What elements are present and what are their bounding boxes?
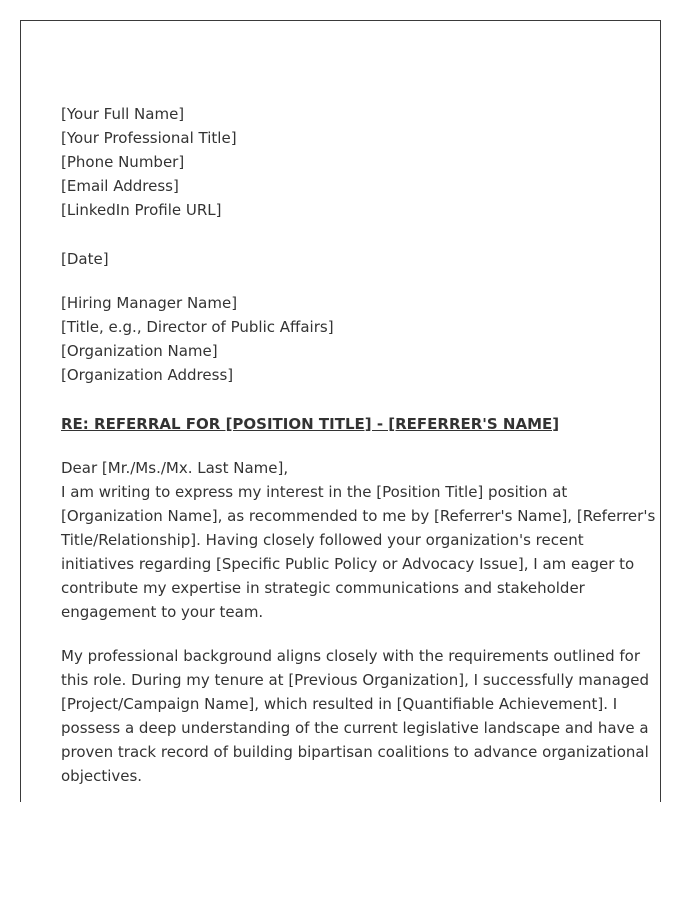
paragraph-line: possess a deep understanding of the current legislative landscape and have a [61,719,649,737]
paragraph-line: contribute my expertise in strategic communications and stakeholder [61,579,585,597]
paragraph-line: proven track record of building bipartisan coalitions to advance organizational [61,743,649,761]
salutation: Dear [Mr./Ms./Mx. Last Name], [61,459,289,477]
paragraph-line: [Project/Campaign Name], which resulted in [Quantifiable Achievement]. I [61,695,618,713]
paragraph-line: objectives. [61,767,143,785]
paragraph-line: this role. During my tenure at [Previous Organization], I successfully managed [61,671,650,689]
paragraph-line: initiatives regarding [Specific Public Policy or Advocacy Issue], I am eager to [61,555,635,573]
body-paragraph-2 [61,644,650,788]
recipient-organization: [Organization Name] [61,342,218,360]
paragraph-line: I am writing to express my interest in the [Position Title] position at [61,483,568,501]
sender-linkedin: [LinkedIn Profile URL] [61,201,222,219]
paragraph-line: [Organization Name], as recommended to me by [Referrer's Name], [Referrer's [61,507,656,525]
sender-name: [Your Full Name] [61,105,185,123]
subject-line: RE: REFERRAL FOR [POSITION TITLE] - [REFERRER'S NAME] [61,415,560,433]
sender-block [61,102,621,222]
recipient-block [61,291,621,387]
recipient-name: [Hiring Manager Name] [61,294,238,312]
sender-title: [Your Professional Title] [61,129,237,147]
sender-email: [Email Address] [61,177,179,195]
paragraph-line: engagement to your team. [61,603,264,621]
letter-date: [Date] [61,250,109,268]
document-page [20,20,661,802]
letter-content [61,102,656,788]
sender-phone: [Phone Number] [61,153,185,171]
recipient-title: [Title, e.g., Director of Public Affairs] [61,318,334,336]
paragraph-line: Title/Relationship]. Having closely followed your organization's recent [61,531,584,549]
body-paragraph-1 [61,480,656,624]
recipient-address: [Organization Address] [61,366,234,384]
paragraph-line: My professional background aligns closely with the requirements outlined for [61,647,640,665]
